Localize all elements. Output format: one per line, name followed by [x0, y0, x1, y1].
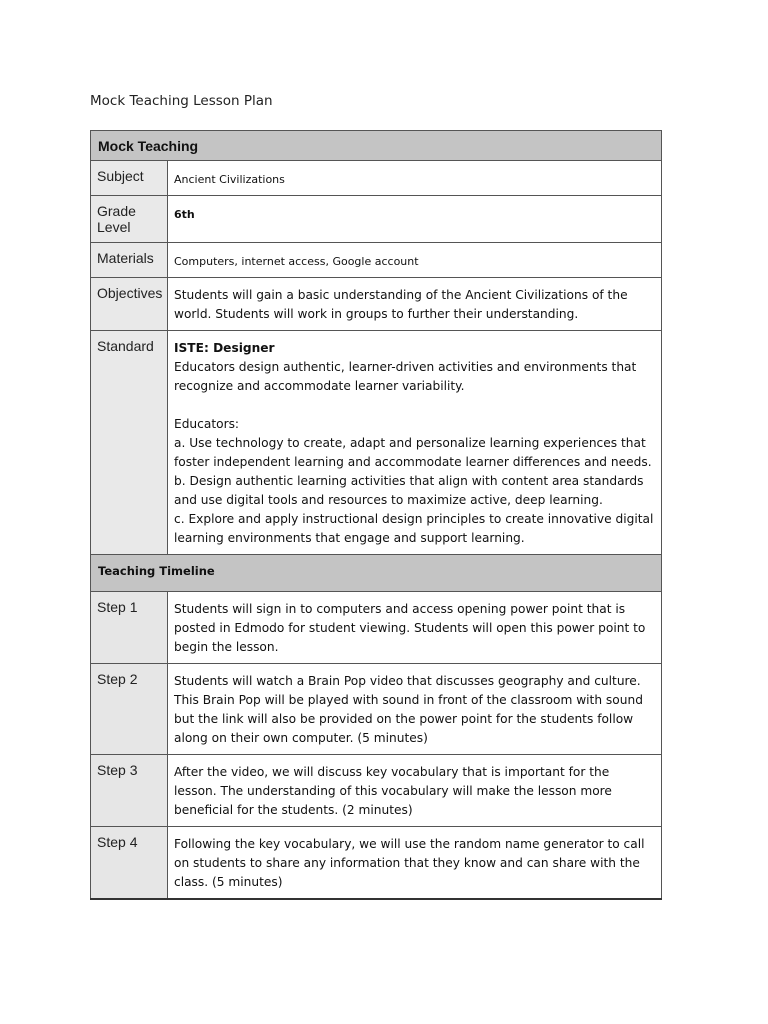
- step-label: Step 3: [91, 755, 168, 827]
- table-row: [91, 243, 662, 278]
- table-row: [91, 664, 662, 755]
- standard-item: a. Use technology to create, adapt and personalize learning experiences that foster independent learning and accommodate learner differences and needs.: [174, 436, 652, 469]
- table-row: [91, 755, 662, 827]
- row-label-standard: Standard: [91, 331, 168, 555]
- row-value-grade-level: 6th: [168, 196, 662, 243]
- timeline-heading-row: [91, 555, 662, 592]
- step-label: Step 1: [91, 592, 168, 664]
- table-row: [91, 331, 662, 555]
- standard-intro: Educators design authentic, learner-driven activities and environments that recognize and accommodate learner variability.: [174, 360, 637, 393]
- step-text: Students will watch a Brain Pop video that discusses geography and culture. This Brain Pop will be played with sound in front of the classroom with sound but the link will also be provided on the power point for the students follow along on their own computer. (5 minutes): [168, 664, 662, 755]
- standard-item: b. Design authentic learning activities that align with content area standards and use digital tools and resources to maximize active, deep learning.: [174, 474, 644, 507]
- row-value-objectives: Students will gain a basic understanding of the Ancient Civilizations of the world. Students will work in groups to further their understanding.: [168, 278, 662, 331]
- step-text: Following the key vocabulary, we will use the random name generator to call on students to share any information that they know and can share with the class. (5 minutes): [168, 827, 662, 900]
- step-label: Step 4: [91, 827, 168, 900]
- table-heading-row: [91, 131, 662, 161]
- row-value-materials: Computers, internet access, Google account: [168, 243, 662, 278]
- timeline-heading: Teaching Timeline: [91, 555, 662, 592]
- document-title: Mock Teaching Lesson Plan: [90, 93, 273, 109]
- table-row: [91, 827, 662, 900]
- step-text: After the video, we will discuss key vocabulary that is important for the lesson. The understanding of this vocabulary will make the lesson more beneficial for the students. (2 minutes): [168, 755, 662, 827]
- standard-educators-label: Educators:: [174, 417, 240, 431]
- standard-spacer: [174, 396, 655, 415]
- table-row: [91, 278, 662, 331]
- lesson-plan-table: [90, 130, 662, 900]
- step-label: Step 2: [91, 664, 168, 755]
- row-label-objectives: Objectives: [91, 278, 168, 331]
- row-label-subject: Subject: [91, 161, 168, 196]
- table-row: [91, 161, 662, 196]
- standard-title: ISTE: Designer: [174, 341, 275, 355]
- standard-content: [168, 331, 662, 555]
- table-row: [91, 196, 662, 243]
- table-heading: Mock Teaching: [91, 131, 662, 161]
- row-label-materials: Materials: [91, 243, 168, 278]
- row-label-grade-level: Grade Level: [91, 196, 168, 243]
- step-text: Students will sign in to computers and access opening power point that is posted in Edmodo for student viewing. Students will open this power point to begin the lesson.: [168, 592, 662, 664]
- standard-item: c. Explore and apply instructional design principles to create innovative digital learning environments that engage and support learning.: [174, 512, 654, 545]
- row-value-subject: Ancient Civilizations: [168, 161, 662, 196]
- table-row: [91, 592, 662, 664]
